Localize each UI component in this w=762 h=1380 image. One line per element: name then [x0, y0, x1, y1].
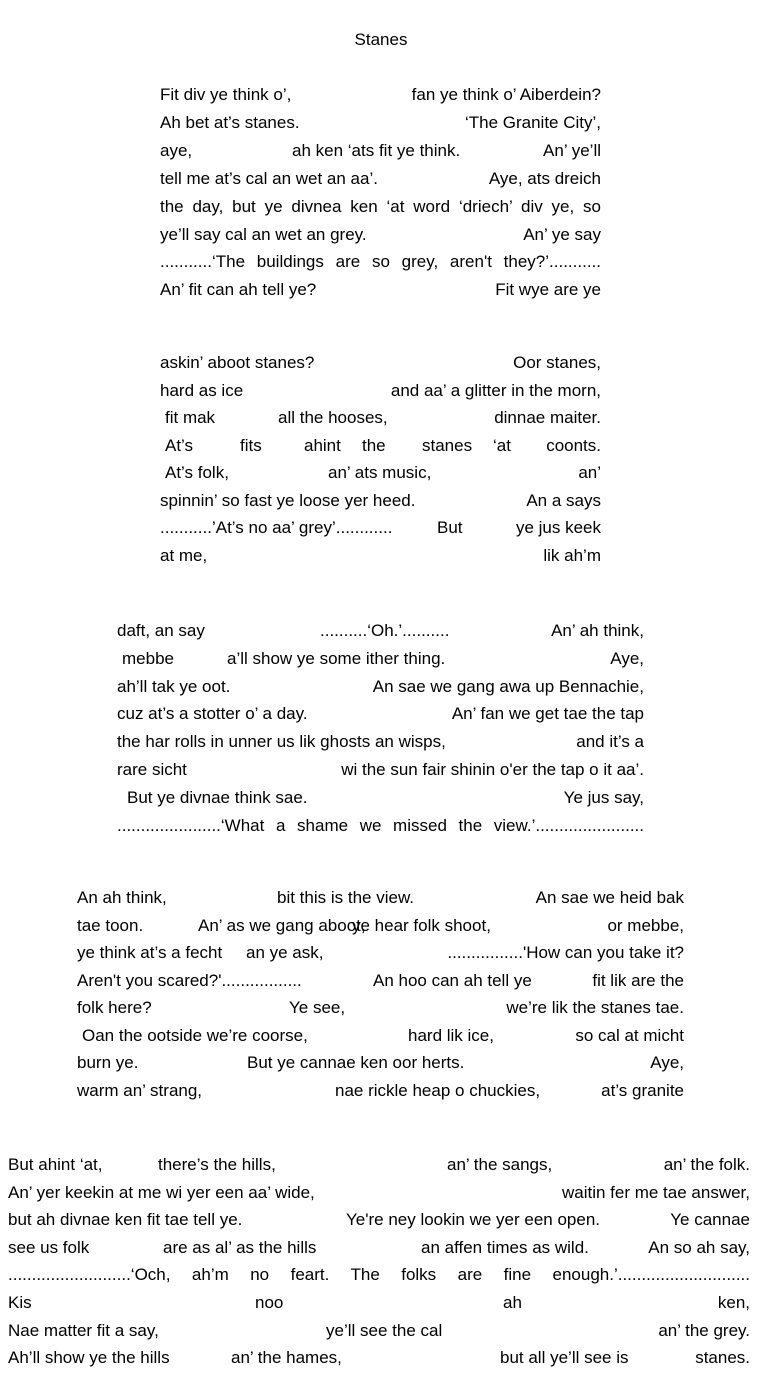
poem-phrase: An’ yer keekin at me wi yer een aa’ wide,: [8, 1182, 315, 1202]
poem-phrase: Ye see,: [289, 998, 346, 1017]
poem-phrase: fits: [240, 435, 262, 455]
poem-phrase: Ah bet at’s stanes.: [160, 112, 300, 132]
poem-phrase: there’s the hills,: [158, 1155, 276, 1174]
poem-phrase: the day, but ye divnea ken ‘at word ‘driech’ div ye, so: [160, 196, 601, 216]
poem-phrase: ‘at: [493, 435, 511, 455]
poem-line: [160, 252, 601, 272]
poem-phrase: ye jus keek: [515, 518, 601, 537]
poem-phrase: we’re lik the stanes tae.: [506, 998, 684, 1017]
poem-phrase: ...........‘The buildings are so grey, aren't they?’...........: [160, 252, 601, 272]
poem-phrase: but ah divnae ken fit tae tell ye.: [8, 1210, 243, 1230]
poem-line: [160, 463, 601, 483]
poem-line: [8, 1321, 750, 1341]
poem-phrase: Fit div ye think o’,: [160, 85, 292, 104]
poem-phrase: But ye divnae think sae.: [127, 787, 308, 807]
poem-line: [160, 141, 601, 161]
poem-phrase: so cal at micht: [575, 1025, 684, 1045]
poem-phrase: an’ ats music,: [328, 463, 432, 482]
poem-phrase: Nae matter fit a say,: [8, 1320, 159, 1340]
poem-phrase: ...........’At’s no aa’ grey’............: [160, 518, 393, 537]
poem-line: [77, 943, 684, 963]
poem-phrase: Aren't you scared?'.................: [77, 970, 302, 990]
poem-phrase: the: [362, 435, 386, 455]
poem-line: [117, 677, 644, 697]
poem-phrase: wi the sun fair shinin o'er the tap o it aa’.: [341, 760, 644, 779]
poem-phrase: daft, an say: [117, 621, 205, 640]
poem-phrase: Aye, ats dreich: [488, 168, 601, 188]
poem-phrase: bit this is the view.: [277, 888, 415, 907]
poem-phrase: noo: [255, 1293, 284, 1312]
poem-phrase: ye’ll say cal an wet an grey.: [160, 224, 367, 244]
poem-line: [160, 113, 601, 133]
poem-phrase: tell me at’s cal an wet an aa’.: [160, 168, 378, 188]
poem-phrase: At’s: [165, 435, 194, 455]
poem-line: [160, 197, 601, 217]
poem-phrase: see us folk: [8, 1237, 90, 1257]
poem-phrase: An ah think,: [77, 888, 167, 907]
poem-phrase: hard lik ice,: [408, 1025, 494, 1045]
poem-phrase: an ye ask,: [246, 943, 324, 962]
poem-phrase: a’ll show ye some ither thing.: [227, 648, 446, 668]
poem-line: [77, 1026, 684, 1046]
poem-line: [8, 1155, 750, 1175]
poem-phrase: ‘The Granite City’,: [464, 112, 601, 132]
poem-line: [160, 408, 601, 428]
poem-phrase: ..........‘Oh.’..........: [320, 621, 450, 640]
poem-phrase: ................'How can you take it?: [447, 943, 684, 962]
poem-phrase: cuz at’s a stotter o’ a day.: [117, 704, 308, 724]
poem-phrase: dinnae maiter.: [494, 408, 601, 427]
poem-line: [160, 85, 601, 105]
poem-phrase: An’ fit can ah tell ye?: [160, 280, 317, 300]
poem-phrase: at me,: [160, 545, 208, 565]
poem-phrase: Aye,: [610, 648, 644, 668]
poem-phrase: warm an’ strang,: [77, 1080, 203, 1100]
poem-phrase: askin’ aboot stanes?: [160, 353, 315, 372]
poem-phrase: folk here?: [77, 998, 152, 1017]
poem-phrase: Ye jus say,: [563, 787, 644, 807]
poem-line: [8, 1183, 750, 1203]
poem-line: [117, 649, 644, 669]
poem-line: [117, 816, 644, 836]
poem-phrase: But: [437, 518, 463, 537]
poem-phrase: ye’ll see the cal: [326, 1320, 443, 1340]
poem-phrase: are as al’ as the hills: [163, 1237, 317, 1257]
poem-phrase: Kis: [8, 1293, 32, 1312]
poem-phrase: lik ah’m: [543, 545, 601, 565]
poem-line: [8, 1210, 750, 1230]
poem-phrase: An a says: [526, 490, 601, 510]
poem-phrase: mebbe: [122, 648, 174, 668]
poem-line: [160, 491, 601, 511]
poem-title: Stanes: [354, 30, 408, 49]
poem-phrase: Oor stanes,: [513, 353, 601, 372]
poem-phrase: An’ ye’ll: [543, 140, 601, 160]
poem-phrase: aye,: [160, 140, 193, 160]
poem-phrase: Ye cannae: [670, 1210, 750, 1230]
poem-phrase: rare sicht: [117, 760, 187, 779]
poem-phrase: An’ fan we get tae the tap: [451, 704, 644, 724]
poem-line: [117, 732, 644, 752]
poem-phrase: hard as ice: [160, 380, 244, 400]
poem-line: [117, 704, 644, 724]
poem-line: [77, 998, 684, 1018]
poem-phrase: an’ the folk.: [663, 1155, 750, 1174]
poem-line: [160, 169, 601, 189]
poem-phrase: stanes: [422, 435, 473, 455]
poem-phrase: At’s folk,: [165, 463, 229, 482]
poem-phrase: An’ ah think,: [551, 621, 644, 640]
poem-phrase: ye think at’s a fecht: [77, 943, 223, 962]
poem-phrase: fan ye think o’ Aiberdein?: [411, 85, 601, 104]
poem-phrase: An sae we heid bak: [535, 888, 684, 907]
poem-line: [117, 621, 644, 641]
poem-line: [77, 1053, 684, 1073]
poem-line: [77, 888, 684, 908]
poem-line: [77, 971, 684, 991]
poem-phrase: fit mak: [165, 408, 216, 427]
poem-line: [77, 1081, 684, 1101]
poem-phrase: an’: [578, 463, 601, 482]
poem-phrase: An’ as we gang aboot,: [198, 915, 366, 935]
poem-phrase: fit lik are the: [592, 970, 684, 990]
poem-line: [8, 1348, 750, 1368]
poem-phrase: or mebbe,: [607, 915, 684, 935]
poem-phrase: ah ken ‘ats fit ye think.: [292, 140, 461, 160]
poem-line: [160, 518, 601, 538]
poem-phrase: an affen times as wild.: [421, 1237, 589, 1257]
poem-phrase: an’ the hames,: [231, 1348, 342, 1368]
poem-line: [160, 280, 601, 300]
poem-line: [117, 760, 644, 780]
poem-line: [160, 225, 601, 245]
poem-phrase: But ye cannae ken oor herts.: [247, 1053, 465, 1072]
poem-phrase: ye hear folk shoot,: [352, 915, 491, 935]
poem-phrase: an’ the grey.: [658, 1320, 750, 1340]
poem-line: [77, 916, 684, 936]
poem-phrase: ah’ll tak ye oot.: [117, 676, 231, 696]
poem-phrase: ah: [503, 1293, 522, 1312]
poem-line: [8, 1238, 750, 1258]
poem-phrase: An hoo can ah tell ye: [373, 970, 532, 990]
poem-phrase: nae rickle heap o chuckies,: [335, 1080, 541, 1100]
poem-phrase: and it’s a: [576, 732, 644, 752]
poem-phrase: the har rolls in unner us lik ghosts an wisps,: [117, 732, 446, 752]
poem-phrase: at’s granite: [601, 1080, 684, 1100]
poem-phrase: Oan the ootside we’re coorse,: [82, 1025, 308, 1045]
poem-phrase: and aa’ a glitter in the morn,: [390, 380, 601, 400]
poem-line: [8, 1293, 750, 1313]
poem-phrase: waitin fer me tae answer,: [561, 1182, 750, 1202]
poem-phrase: an’ the sangs,: [447, 1155, 553, 1174]
poem-phrase: ......................‘What a shame we missed the view.’.......................: [117, 815, 644, 835]
poem-phrase: An so ah say,: [648, 1237, 750, 1257]
poem-phrase: Fit wye are ye: [495, 280, 601, 300]
poem-line: [160, 546, 601, 566]
poem-line: [117, 788, 644, 808]
poem-line: [160, 353, 601, 373]
poem-phrase: but all ye’ll see is: [500, 1348, 629, 1368]
poem-phrase: Aye,: [650, 1053, 684, 1072]
poem-phrase: But ahint ‘at,: [8, 1155, 103, 1174]
poem-phrase: coonts.: [546, 435, 601, 455]
poem-phrase: all the hooses,: [278, 408, 388, 427]
poem-phrase: Ye're ney lookin we yer een open.: [346, 1210, 601, 1230]
poem-line: [160, 381, 601, 401]
poem-phrase: ..........................‘Och, ah’m no feart. The folks are fine enough.’............................: [8, 1265, 750, 1285]
poem-phrase: stanes.: [695, 1348, 750, 1368]
poem-phrase: ahint: [304, 435, 341, 455]
poem-line: [160, 436, 601, 456]
poem-line: [8, 1265, 750, 1285]
poem-phrase: burn ye.: [77, 1053, 139, 1072]
poem-phrase: An’ ye say: [523, 224, 601, 244]
poem-phrase: tae toon.: [77, 915, 144, 935]
poem-phrase: ken,: [717, 1293, 750, 1312]
poem-phrase: An sae we gang awa up Bennachie,: [372, 676, 644, 696]
poem-phrase: Ah’ll show ye the hills: [8, 1348, 170, 1368]
poem-phrase: spinnin’ so fast ye loose yer heed.: [160, 490, 416, 510]
